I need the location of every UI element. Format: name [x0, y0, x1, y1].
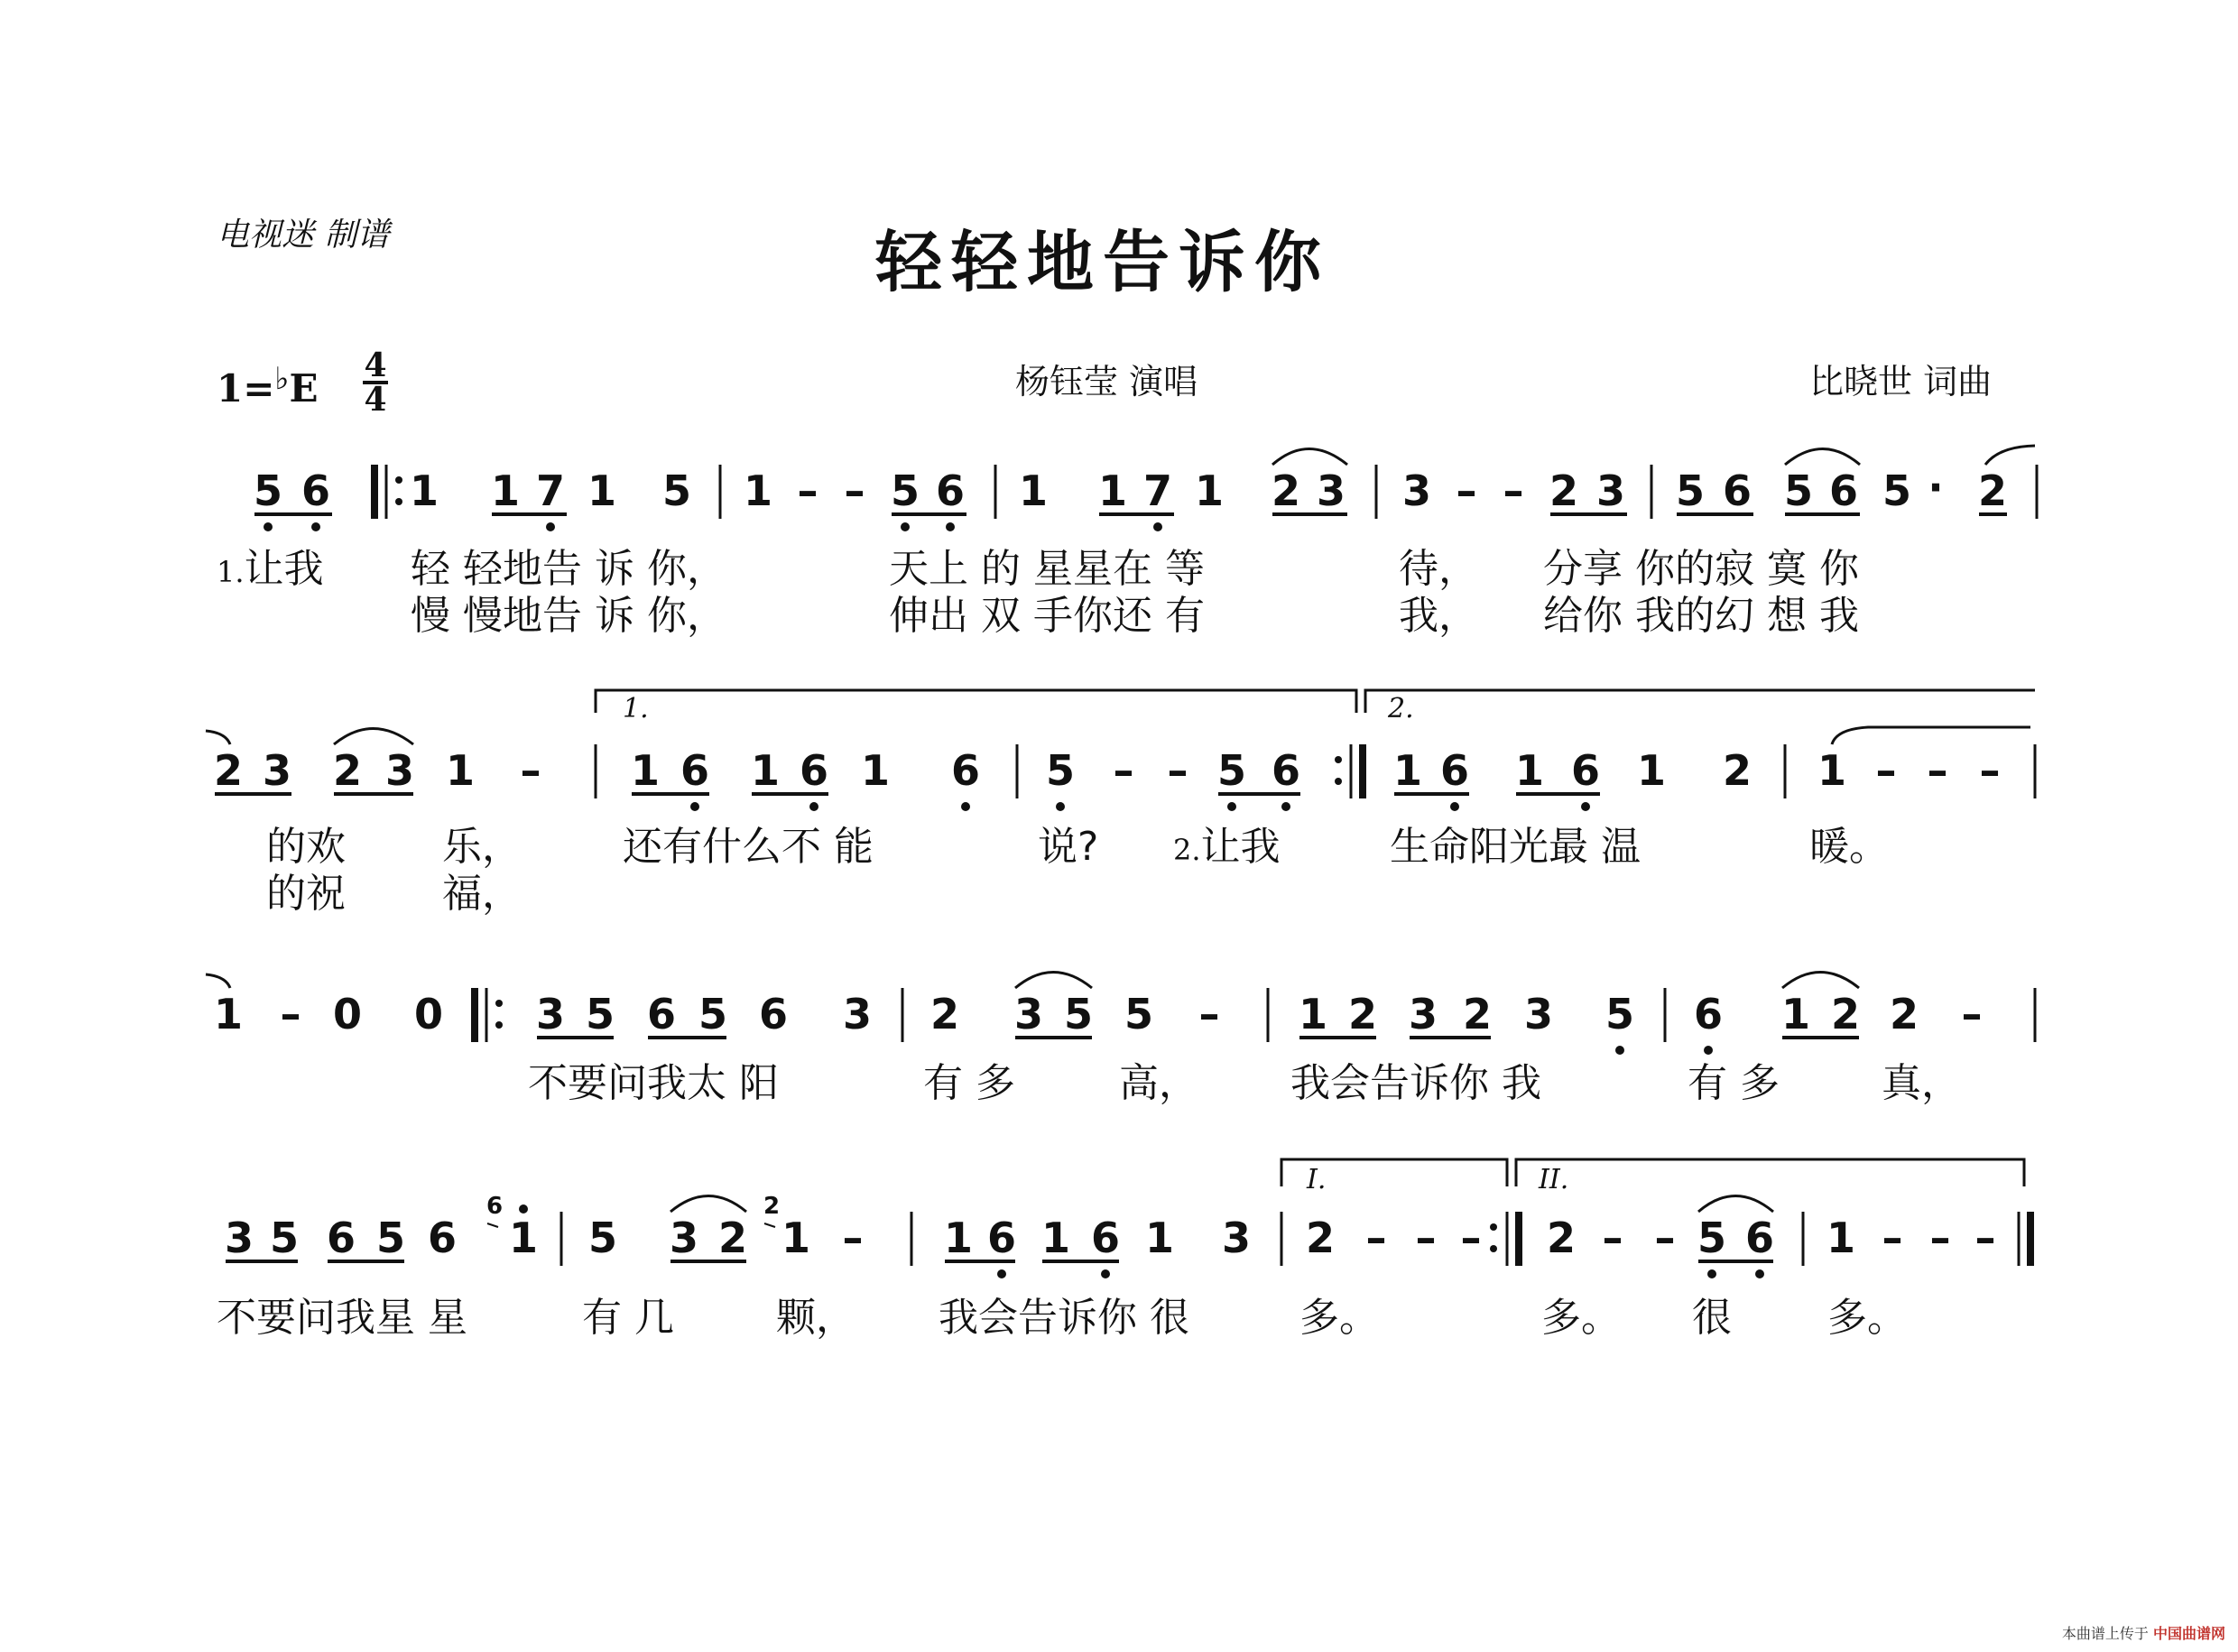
svg-text:6: 6	[1439, 746, 1470, 795]
svg-text:1: 1	[445, 746, 476, 795]
svg-text:5: 5	[1605, 990, 1635, 1038]
svg-text:·: ·	[1928, 463, 1944, 512]
svg-text:0: 0	[413, 990, 444, 1038]
system-2	[214, 746, 2001, 795]
lyric-s3-a: 不要问我太 阳	[528, 1060, 779, 1106]
svg-text:–: –	[1875, 746, 1897, 795]
lyric-s2-v1-a: 的欢	[266, 824, 346, 870]
svg-text:6: 6	[1570, 746, 1601, 795]
svg-text:1: 1	[1817, 746, 1847, 795]
ending-2b-label: II.	[1539, 1164, 1569, 1195]
system-3-slurs	[206, 973, 1859, 989]
flat-symbol: ♭	[274, 361, 290, 397]
svg-text:2: 2	[1977, 466, 2008, 515]
lyric-s4-h: 多。	[1827, 1295, 1907, 1341]
system-1-octave-dots	[264, 522, 1162, 531]
lyric-s2-v1-b: 乐，	[442, 824, 522, 870]
svg-text:2: 2	[1546, 1214, 1577, 1262]
svg-text:–: –	[1882, 1214, 1903, 1262]
svg-text:–: –	[1602, 1214, 1623, 1262]
lyric-s4-c: 颗，	[776, 1295, 855, 1341]
system-2-octave-dots	[690, 802, 1590, 811]
svg-text:6: 6	[799, 746, 829, 795]
svg-text:1: 1	[860, 746, 891, 795]
site-logo: 中国曲谱网	[2152, 1625, 2225, 1642]
svg-text:3: 3	[1408, 990, 1438, 1038]
svg-text:1: 1	[1194, 466, 1225, 515]
svg-text:3: 3	[1523, 990, 1554, 1038]
svg-text:–: –	[1961, 990, 1983, 1038]
svg-text:2: 2	[717, 1214, 748, 1262]
svg-text:5: 5	[1697, 1214, 1727, 1262]
svg-text:5: 5	[585, 990, 615, 1038]
svg-text:3: 3	[1401, 466, 1432, 515]
svg-text:7: 7	[535, 466, 566, 515]
svg-text:6: 6	[1828, 466, 1859, 515]
svg-text:1: 1	[1514, 746, 1545, 795]
lyric-s1-v1-d: 分享 你的寂 寞 你	[1543, 546, 1859, 592]
svg-text:–: –	[1415, 1214, 1437, 1262]
svg-text:5: 5	[269, 1214, 300, 1262]
ending-1-label: 1.	[623, 693, 649, 724]
lyric-s2-v1-g: 暖。	[1809, 824, 1889, 870]
svg-text:1: 1	[1392, 746, 1423, 795]
lyric-s2-v1-c: 还有什么不 能	[623, 824, 874, 870]
svg-text:–: –	[842, 1214, 864, 1262]
svg-text:6: 6	[486, 1193, 504, 1220]
svg-text:6: 6	[1722, 466, 1752, 515]
lyric-s4-a: 不要问我星 星	[217, 1295, 467, 1341]
svg-text:1: 1	[943, 1214, 974, 1262]
svg-text:1: 1	[750, 746, 781, 795]
svg-text:–: –	[1927, 746, 1948, 795]
lyric-s4-d: 我会告诉你 很	[939, 1295, 1189, 1341]
svg-text:1: 1	[1097, 466, 1128, 515]
svg-text:2: 2	[1462, 990, 1493, 1038]
svg-text:3: 3	[1013, 990, 1044, 1038]
svg-text:5: 5	[253, 466, 283, 515]
svg-text:2: 2	[332, 746, 363, 795]
lyric-s3-e: 有 多	[1688, 1060, 1780, 1106]
svg-text:1: 1	[213, 990, 244, 1038]
svg-text:3: 3	[262, 746, 292, 795]
lyric-s3-f: 真，	[1882, 1060, 1961, 1106]
time-top: 4	[364, 346, 387, 384]
svg-text:5: 5	[375, 1214, 406, 1262]
arranger-credit: 电视迷 制谱	[217, 217, 390, 254]
svg-text:1: 1	[1636, 746, 1667, 795]
svg-text:6: 6	[1693, 990, 1724, 1038]
lyric-s1-verse-num	[217, 536, 324, 594]
system-3	[214, 990, 1983, 1038]
svg-text:5: 5	[587, 1214, 618, 1262]
svg-text:6: 6	[427, 1214, 458, 1262]
svg-text:1: 1	[630, 746, 661, 795]
svg-text:2: 2	[1271, 466, 1301, 515]
system-2-endings	[596, 690, 2035, 713]
system-4-endings	[1281, 1159, 2024, 1186]
svg-text:2: 2	[1830, 990, 1861, 1038]
svg-text:–: –	[1979, 746, 2001, 795]
svg-text:5: 5	[1216, 746, 1247, 795]
svg-text:6: 6	[986, 1214, 1017, 1262]
system-2-slurs	[206, 727, 2030, 744]
lyric-s1-v1-b: 天上 的 星星在 等	[889, 546, 1205, 592]
svg-text:–: –	[1460, 1214, 1482, 1262]
svg-text:5: 5	[1045, 746, 1076, 795]
lyric-s1-pickup: 让我	[244, 546, 324, 592]
verse-1-number: 1.	[217, 555, 245, 589]
svg-text:1: 1	[587, 466, 617, 515]
svg-text:6: 6	[646, 990, 677, 1038]
svg-text:–: –	[1113, 746, 1134, 795]
svg-text:5: 5	[1783, 466, 1814, 515]
svg-text:7: 7	[1142, 466, 1173, 515]
footer-prefix: 本曲谱上传于	[2061, 1625, 2149, 1642]
svg-text:–: –	[1654, 1214, 1676, 1262]
lyric-s2-v2-b: 福，	[442, 871, 522, 917]
svg-text:1: 1	[1780, 990, 1811, 1038]
svg-text:1: 1	[508, 1214, 539, 1262]
key-prefix: 1=	[217, 366, 275, 411]
system-1	[254, 463, 2007, 515]
svg-text:–: –	[1198, 990, 1220, 1038]
svg-text:5: 5	[1063, 990, 1094, 1038]
lyric-s3-c: 高，	[1119, 1060, 1198, 1106]
svg-text:1: 1	[1298, 990, 1328, 1038]
time-bottom: 4	[364, 381, 387, 419]
svg-text:3: 3	[1316, 466, 1346, 515]
svg-text:1: 1	[409, 466, 439, 515]
svg-text:2: 2	[1305, 1214, 1336, 1262]
svg-text:–: –	[1365, 1214, 1387, 1262]
svg-text:6: 6	[950, 746, 981, 795]
lyric-s2-v1-d: 说?	[1038, 824, 1099, 870]
song-title: 轻轻地告诉你	[875, 224, 1330, 301]
svg-text:3: 3	[535, 990, 566, 1038]
svg-text:1: 1	[1018, 466, 1049, 515]
svg-text:6: 6	[758, 990, 789, 1038]
lyric-s2-v1-e	[1173, 814, 1281, 872]
svg-text:6: 6	[935, 466, 966, 515]
svg-text:2: 2	[929, 990, 960, 1038]
svg-text:2: 2	[213, 746, 244, 795]
upload-footer	[2062, 1622, 2225, 1643]
system-4-octave-dots	[997, 1269, 1764, 1278]
svg-text:6: 6	[1090, 1214, 1121, 1262]
lyric-s2-v2-a: 的祝	[266, 871, 346, 917]
svg-text:2: 2	[1889, 990, 1919, 1038]
svg-text:6: 6	[1744, 1214, 1775, 1262]
svg-text:6: 6	[1271, 746, 1301, 795]
svg-text:–: –	[280, 990, 301, 1038]
svg-text:2: 2	[1549, 466, 1579, 515]
svg-text:3: 3	[384, 746, 415, 795]
system-1-slurs	[1272, 446, 2035, 465]
svg-text:5: 5	[1675, 466, 1706, 515]
svg-text:6: 6	[301, 466, 331, 515]
svg-text:1: 1	[743, 466, 773, 515]
svg-text:3: 3	[669, 1214, 699, 1262]
svg-text:–: –	[844, 466, 865, 515]
ending-1b-label: I.	[1307, 1164, 1327, 1195]
svg-text:6: 6	[680, 746, 710, 795]
lyric-s3-d: 我会告诉你 我	[1290, 1060, 1541, 1106]
svg-text:5: 5	[698, 990, 728, 1038]
lyric-s2-v1-f: 生命阳光最 温	[1390, 824, 1641, 870]
system-4	[225, 1193, 1996, 1262]
svg-text:–: –	[1929, 1214, 1951, 1262]
svg-text:2: 2	[1722, 746, 1752, 795]
svg-text:1: 1	[1144, 1214, 1175, 1262]
svg-text:2: 2	[1347, 990, 1378, 1038]
svg-text:1: 1	[490, 466, 521, 515]
lyric-s4-e: 多。	[1299, 1295, 1379, 1341]
svg-text:–: –	[1456, 466, 1477, 515]
svg-text:5: 5	[1124, 990, 1154, 1038]
svg-text:1: 1	[781, 1214, 811, 1262]
svg-text:1: 1	[1040, 1214, 1071, 1262]
svg-text:3: 3	[224, 1214, 254, 1262]
svg-text:1: 1	[1826, 1214, 1856, 1262]
svg-text:2: 2	[763, 1193, 781, 1220]
singer-credit: 杨钰莹 演唱	[1015, 362, 1198, 401]
lyric-s4-g: 很	[1692, 1295, 1732, 1341]
lyric-s4-f: 多。	[1541, 1295, 1621, 1341]
svg-text:–: –	[520, 746, 541, 795]
key-note: E	[289, 366, 319, 411]
lyric-s1-v1-c: 待，	[1399, 546, 1478, 592]
lyric-s1-v2-d: 给你 我的幻 想 我	[1543, 593, 1859, 639]
composer-credit: 比晓世 词曲	[1809, 362, 1993, 401]
svg-text:–: –	[1167, 746, 1188, 795]
lyric-s1-v1-a: 轻 轻地告 诉 你，	[411, 546, 726, 592]
system-4-slurs	[670, 1196, 1773, 1213]
svg-text:5: 5	[661, 466, 692, 515]
svg-text:0: 0	[332, 990, 363, 1038]
ending-2-label: 2.	[1388, 693, 1414, 724]
svg-text:5: 5	[890, 466, 920, 515]
svg-text:3: 3	[842, 990, 873, 1038]
lyric-s1-v2-b: 伸出 双 手你还 有	[889, 593, 1205, 639]
svg-text:–: –	[797, 466, 818, 515]
svg-text:3: 3	[1221, 1214, 1252, 1262]
lyric-s3-b: 有 多	[923, 1060, 1015, 1106]
svg-text:–: –	[1503, 466, 1524, 515]
lyric-s1-v2-a: 慢 慢地告 诉 你，	[411, 593, 726, 639]
svg-text:6: 6	[326, 1214, 356, 1262]
svg-text:–: –	[1974, 1214, 1996, 1262]
svg-text:5: 5	[1882, 466, 1912, 515]
verse-2-number: 2.	[1173, 833, 1201, 867]
lyric-s1-v2-c: 我，	[1399, 593, 1478, 639]
lyric-s2-pickup: 让我	[1200, 824, 1281, 870]
lyric-s4-b: 有 几	[582, 1295, 674, 1341]
svg-text:3: 3	[1595, 466, 1626, 515]
